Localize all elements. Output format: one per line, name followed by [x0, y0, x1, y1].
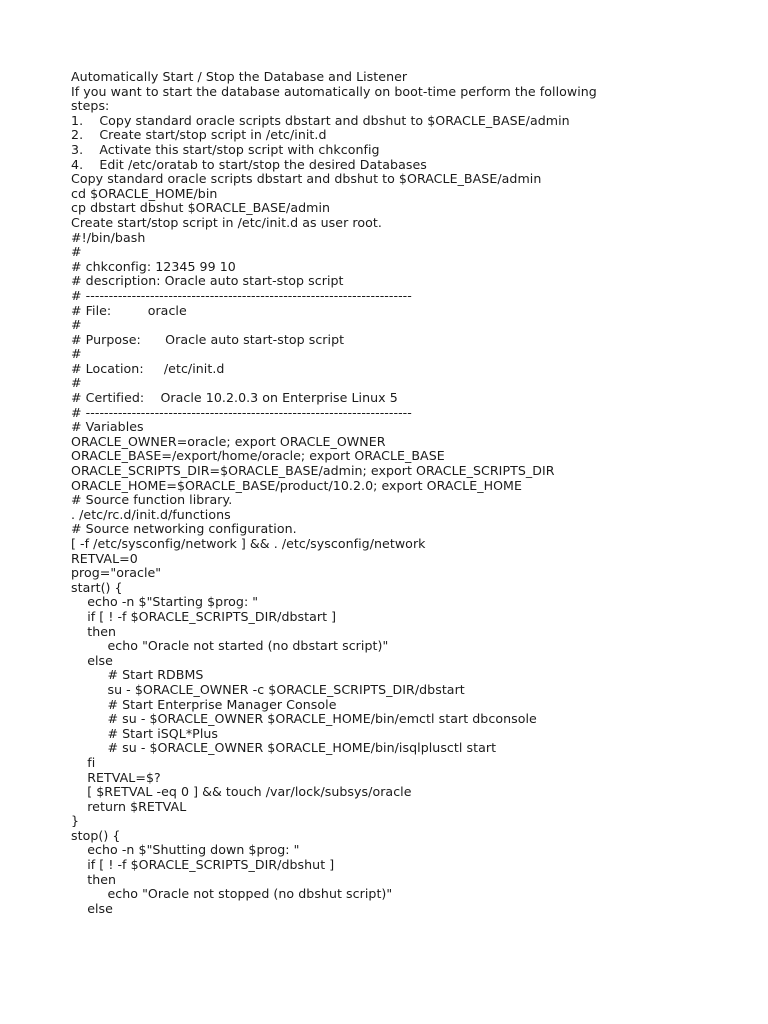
text-line: steps:: [71, 98, 110, 114]
text-line: then: [71, 623, 117, 639]
text-line: stop() {: [71, 827, 121, 843]
text-line: # Start RDBMS: [71, 667, 204, 683]
text-line: # su - $ORACLE_OWNER $ORACLE_HOME/bin/isqlplusctl start: [71, 740, 497, 756]
text-line: echo -n $"Starting $prog: ": [71, 594, 259, 610]
text-line: else: [71, 652, 113, 668]
text-line: then: [71, 871, 117, 887]
text-line: Automatically Start / Stop the Database and Listener: [71, 69, 408, 84]
text-line: [ $RETVAL -eq 0 ] && touch /var/lock/subsys/oracle: [71, 784, 412, 800]
text-line: if [ ! -f $ORACLE_SCRIPTS_DIR/dbshut ]: [71, 857, 335, 873]
text-line: # Start iSQL*Plus: [71, 725, 219, 741]
text-line: ORACLE_HOME=$ORACLE_BASE/product/10.2.0; export ORACLE_HOME: [71, 477, 522, 493]
text-line: 4. Edit /etc/oratab to start/stop the desired Databases: [71, 156, 427, 172]
text-line: cd $ORACLE_HOME/bin: [71, 185, 218, 201]
text-line: Copy standard oracle scripts dbstart and dbshut to $ORACLE_BASE/admin: [71, 171, 542, 187]
text-line: RETVAL=0: [71, 550, 138, 566]
text-line: Create start/stop script in /etc/init.d as user root.: [71, 214, 382, 230]
text-line: # Source networking configuration.: [71, 521, 297, 537]
text-line: [ -f /etc/sysconfig/network ] && . /etc/sysconfig/network: [71, 536, 426, 551]
text-line: else: [71, 900, 113, 916]
text-line: fi: [71, 754, 96, 770]
text-line: ORACLE_SCRIPTS_DIR=$ORACLE_BASE/admin; export ORACLE_SCRIPTS_DIR: [71, 463, 555, 479]
text-line: #: [71, 346, 82, 362]
text-line: cp dbstart dbshut $ORACLE_BASE/admin: [71, 200, 331, 216]
text-line: }: [71, 813, 80, 829]
text-line: echo -n $"Shutting down $prog: ": [71, 842, 300, 858]
text-line: echo "Oracle not stopped (no dbshut script)": [71, 886, 393, 902]
text-line: su - $ORACLE_OWNER -c $ORACLE_SCRIPTS_DIR/dbstart: [71, 681, 465, 697]
text-line: # -----------------------------------------------------------------------: [71, 404, 412, 420]
text-line: # Variables: [71, 419, 144, 435]
text-line: # description: Oracle auto start-stop script: [71, 273, 344, 289]
text-line: ORACLE_OWNER=oracle; export ORACLE_OWNER: [71, 433, 386, 449]
text-line: #: [71, 317, 82, 333]
text-line: # Source function library.: [71, 492, 233, 508]
text-line: #: [71, 244, 82, 260]
text-line: prog="oracle": [71, 565, 162, 581]
text-line: 1. Copy standard oracle scripts dbstart and dbshut to $ORACLE_BASE/admin: [71, 112, 570, 128]
text-line: # chkconfig: 12345 99 10: [71, 258, 236, 274]
text-line: start() {: [71, 579, 123, 595]
text-line: 2. Create start/stop script in /etc/init.d: [71, 127, 327, 143]
text-line: # su - $ORACLE_OWNER $ORACLE_HOME/bin/emctl start dbconsole: [71, 711, 537, 727]
text-line: If you want to start the database automatically on boot-time perform the following: [71, 83, 597, 99]
text-line: return $RETVAL: [71, 798, 187, 814]
text-line: ORACLE_BASE=/export/home/oracle; export ORACLE_BASE: [71, 448, 445, 464]
text-line: 3. Activate this start/stop script with chkconfig: [71, 141, 380, 157]
text-line: # Start Enterprise Manager Console: [71, 696, 337, 712]
document-body: [71, 70, 761, 916]
text-line: # File: oracle: [71, 302, 187, 318]
text-line: # -----------------------------------------------------------------------: [71, 287, 412, 303]
text-line: if [ ! -f $ORACLE_SCRIPTS_DIR/dbstart ]: [71, 608, 337, 624]
text-line: # Certified: Oracle 10.2.0.3 on Enterprise Linux 5: [71, 390, 398, 406]
text-line: #!/bin/bash: [71, 229, 146, 245]
text-line: . /etc/rc.d/init.d/functions: [71, 506, 231, 522]
text-line: echo "Oracle not started (no dbstart script)": [71, 638, 389, 654]
text-line: # Purpose: Oracle auto start-stop script: [71, 331, 345, 347]
text-line: RETVAL=$?: [71, 769, 161, 785]
text-line: # Location: /etc/init.d: [71, 360, 225, 376]
text-line: #: [71, 375, 82, 391]
